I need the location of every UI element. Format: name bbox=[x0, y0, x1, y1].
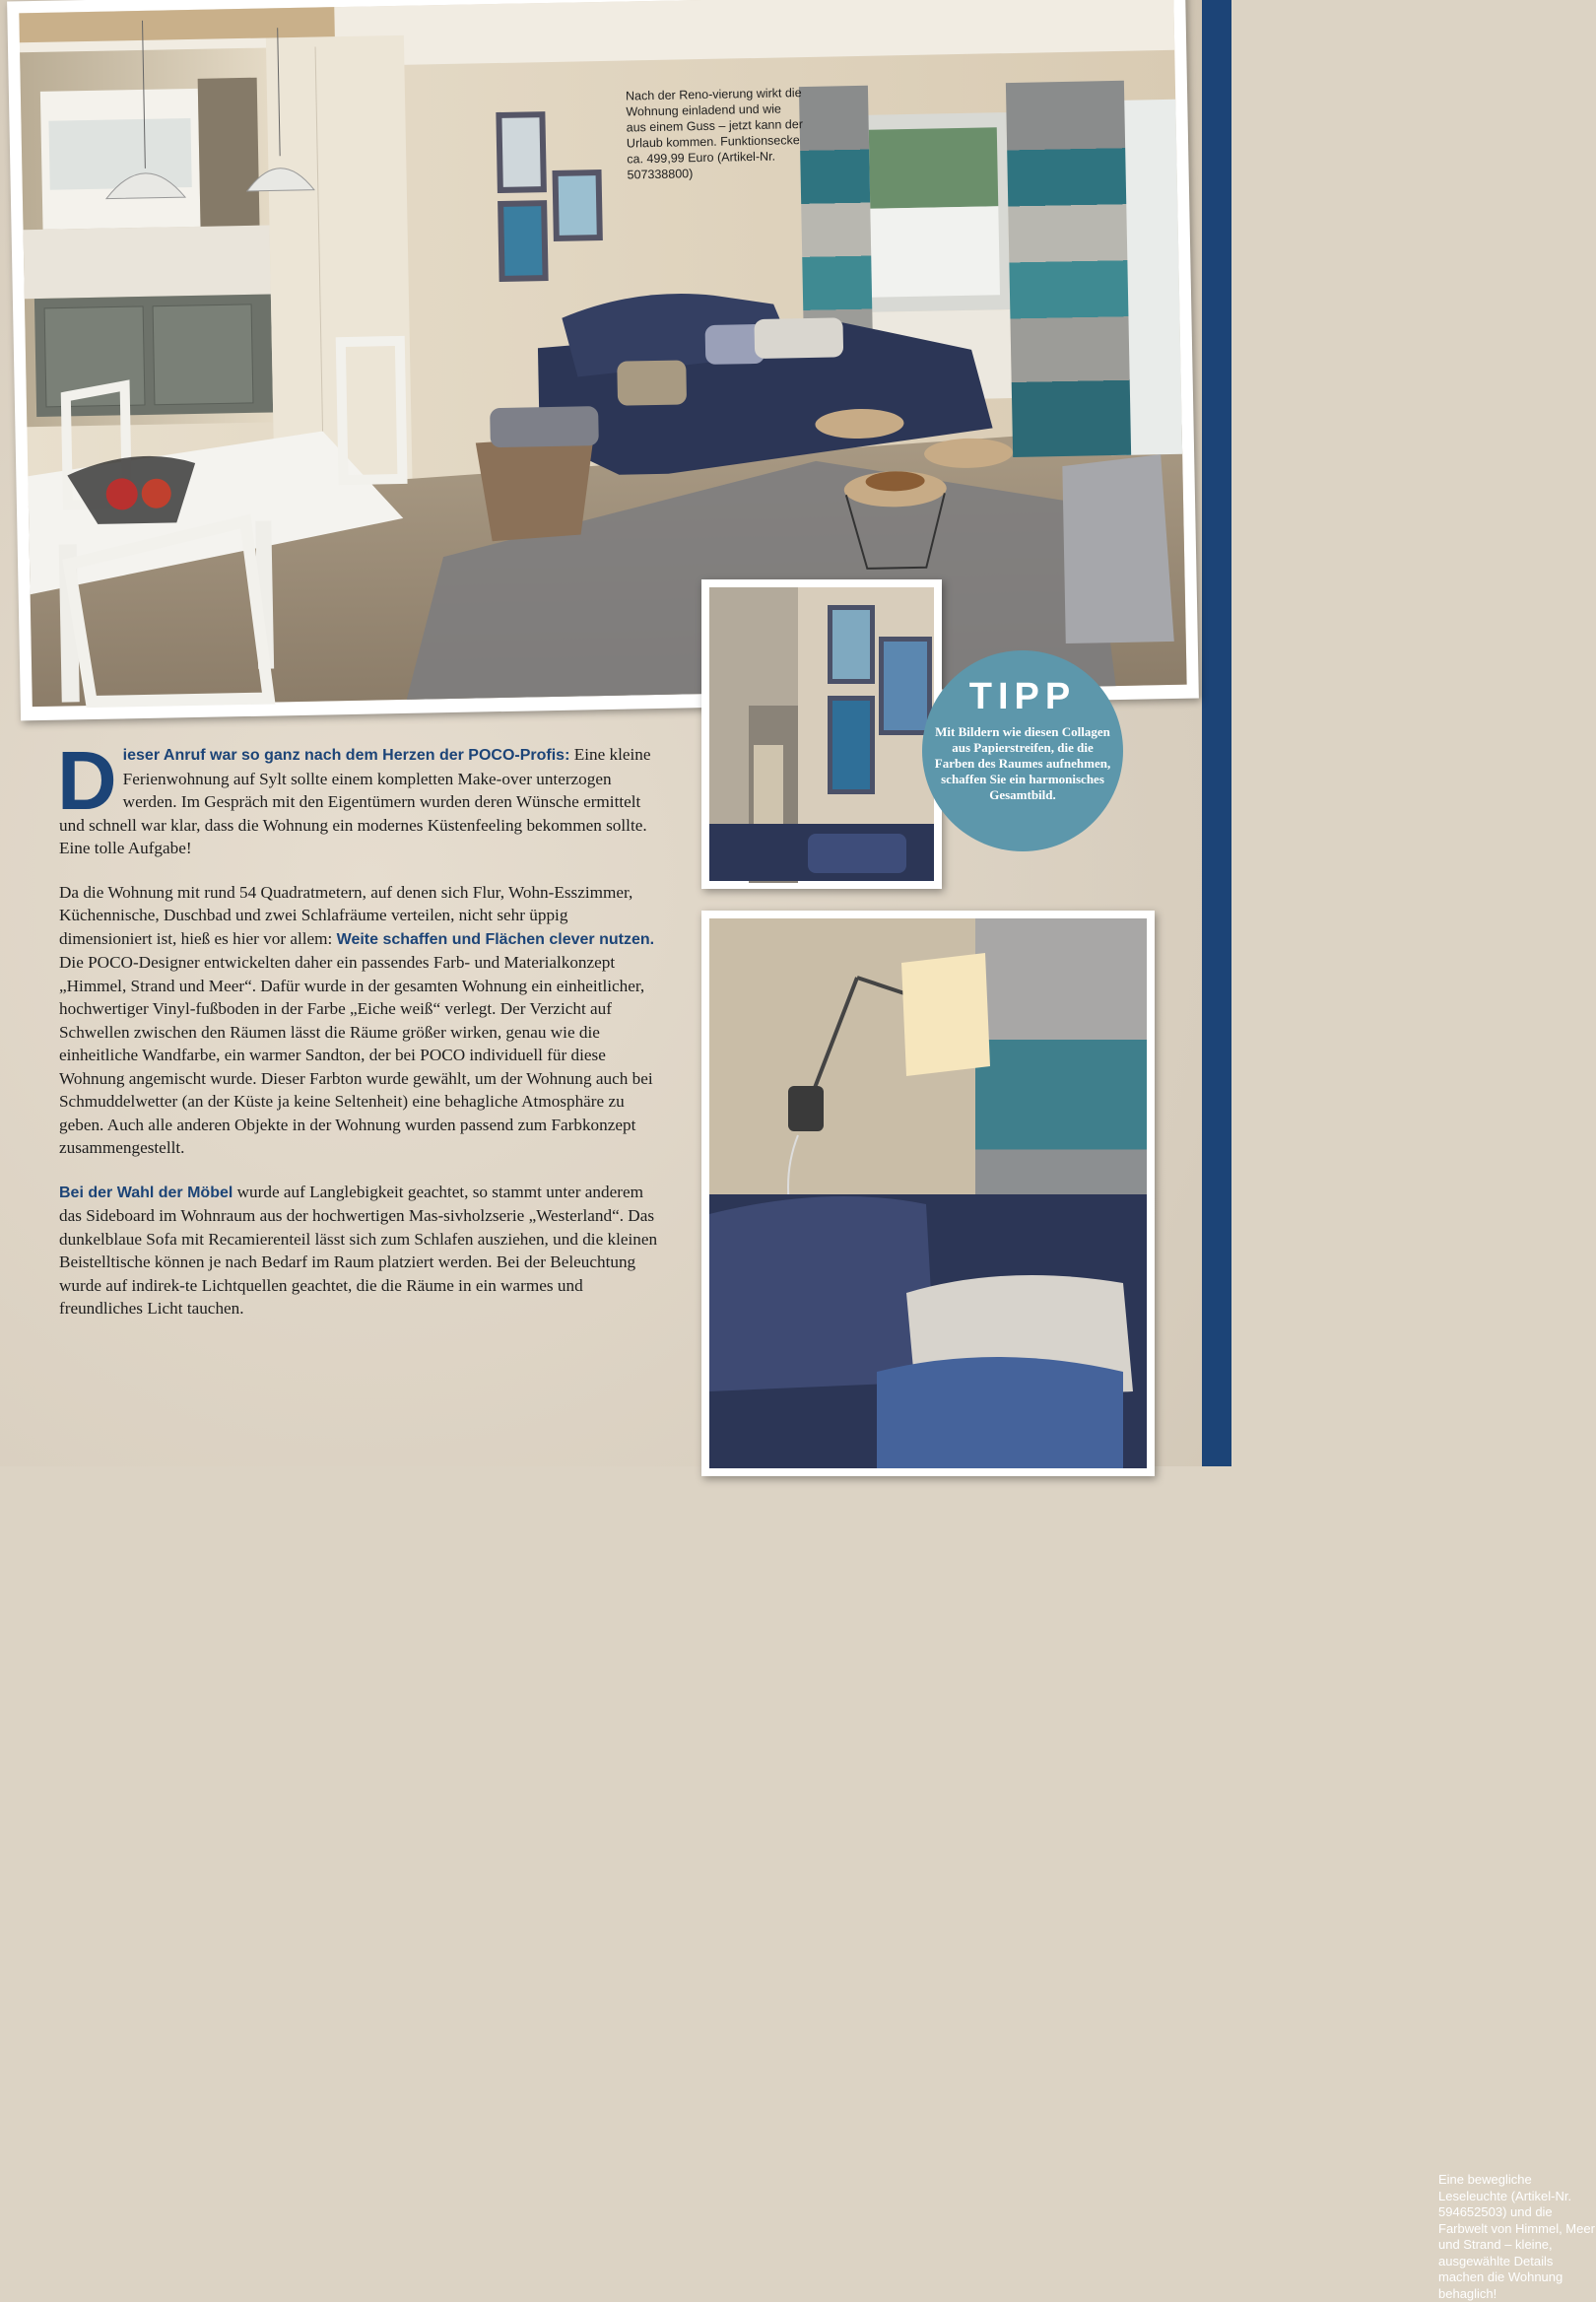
tip-badge bbox=[922, 650, 1123, 851]
article-paragraph-2 bbox=[59, 881, 660, 1160]
article-body bbox=[57, 734, 660, 1341]
wall-art-photo bbox=[701, 579, 942, 889]
reading-lamp-image bbox=[709, 918, 1595, 2301]
living-room-image bbox=[19, 0, 1186, 707]
tip-text: Mit Bildern wie diesen Collagen aus Papierstreifen, die die Farben des Raumes aufnehmen, schaffen Sie ein harmonisches Gesamtbild. bbox=[934, 724, 1111, 802]
lamp-photo-caption: Eine bewegliche Leseleuchte (Artikel-Nr. 594652503) und die Farbwelt von Himmel, Meer und Strand – kleine, ausgewählte Details machen die Wohnung behaglich! bbox=[1438, 2172, 1595, 2301]
edge-stripe bbox=[1202, 0, 1231, 1466]
paragraph-2-highlight: Weite schaffen und Flächen clever nutzen. bbox=[336, 930, 655, 948]
paragraph-1-text: Eine kleine Ferienwohnung auf Sylt sollte einem kompletten Make-over unterzogen werden. Im Gespräch mit den Eigentümern wurden deren Wünsche ermittelt und schnell war klar, dass die Wohnung ein modernes Küstenfeeling bekommen sollte. Eine tolle Aufgabe! bbox=[59, 745, 651, 857]
drop-cap: D bbox=[57, 734, 117, 827]
tip-title: TIPP bbox=[968, 676, 1077, 717]
paragraph-2-text-b: Die POCO-Designer entwickelten daher ein passendes Farb- und Materialkonzept „Himmel, Strand und Meer“. Dafür wurde in der gesamten Wohnung ein einheitlicher, hochwertiger Vinyl-fußboden in der Farbe „Eiche weiß“ verlegt. Der Verzicht auf Schwellen zwischen den Räumen lässt die Räume größer wirken, genau wie die einheitliche Wandfarbe, ein warmer Sandton, der bei POCO individuell für diese Wohnung angemischt wurde. Dieser Farbton wurde gewählt, um der Wohnung auch bei Schmuddelwetter (an der Küste ja keine Seltenheit) eine behagliche Atmosphäre zu geben. Auch alle anderen Objekte in der Wohnung wurden passend zum Farbkonzept zusammengestellt. bbox=[59, 953, 653, 1157]
main-photo-caption: Nach der Reno-vierung wirkt die Wohnung einladend und wie aus einem Guss – jetzt kann der Urlaub kommen. Funktionsecke ca. 499,99 Euro (Artikel-Nr. 507338800) bbox=[625, 86, 804, 182]
wall-art-image bbox=[709, 587, 934, 881]
lead-in: ieser Anruf war so ganz nach dem Herzen der POCO-Profis: bbox=[122, 747, 570, 764]
paragraph-3-highlight: Bei der Wahl der Möbel bbox=[59, 1184, 233, 1201]
paragraph-2-text-a: Da die Wohnung mit rund 54 Quadratmetern, auf denen sich Flur, Wohn-Esszimmer, Küchennische, Duschbad und zwei Schlafräume verteilen, nicht sehr üppig dimensioniert ist, hieß es hier vor allem: bbox=[59, 882, 633, 948]
article-paragraph-3 bbox=[59, 1181, 660, 1320]
article-paragraph-1 bbox=[57, 734, 660, 860]
living-room-photo bbox=[7, 0, 1199, 720]
reading-lamp-photo bbox=[701, 911, 1595, 2301]
paragraph-3-text: wurde auf Langlebigkeit geachtet, so stammt unter anderem das Sideboard im Wohnraum aus der hochwertigen Mas-sivholzserie „Westerland“. Das dunkelblaue Sofa mit Recamierenteil lässt sich zum Schlafen ausziehen, und die kleinen Beistelltische können je nach Bedarf im Raum platziert werden. Bei der Beleuchtung wurde auf indirek-te Lichtquellen geachtet, die die Räume in ein warmes und freundliches Licht tauchen. bbox=[59, 1182, 658, 1318]
